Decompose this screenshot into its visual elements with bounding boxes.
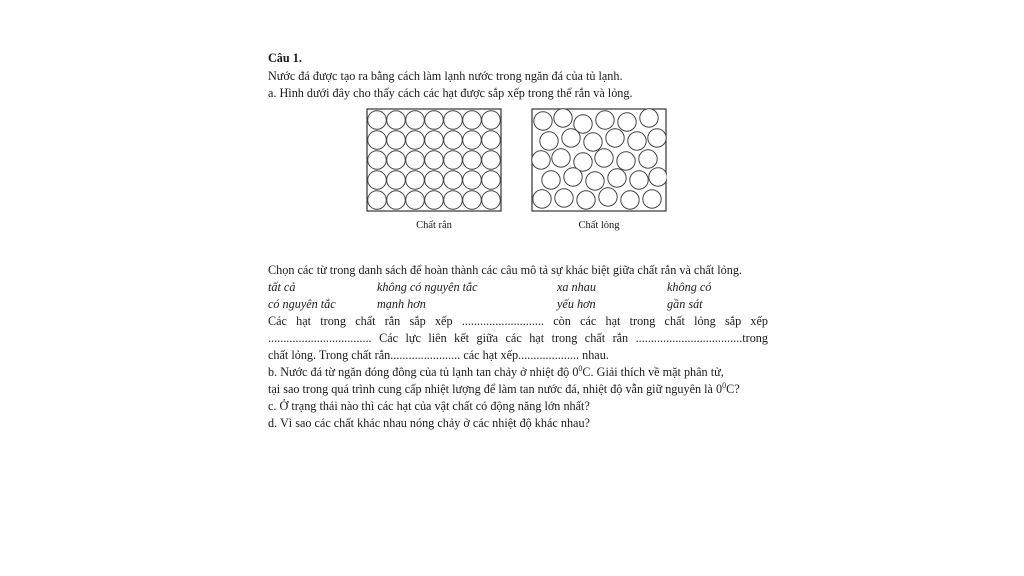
particle: [606, 129, 624, 147]
liquid-particles-diagram: [531, 108, 667, 212]
particle: [425, 191, 444, 210]
particle: [643, 190, 661, 208]
particle: [387, 191, 406, 210]
particle: [368, 151, 387, 170]
word-option: tất cả: [268, 280, 296, 294]
particle: [640, 109, 658, 127]
particle: [584, 133, 602, 151]
particle: [444, 191, 463, 210]
particle: [406, 131, 425, 150]
particle: [368, 111, 387, 130]
fill-text: còn các hạt trong chất lỏng sắp xếp: [553, 314, 769, 328]
particle: [463, 191, 482, 210]
question-intro: Nước đá được tạo ra bằng cách làm lạnh nước trong ngăn đá của tủ lạnh.: [268, 69, 623, 83]
particle: [639, 150, 657, 168]
particle: [599, 188, 617, 206]
part-b-text: b. Nước đá từ ngăn đóng đông của tủ lạnh tan chảy ở nhiệt độ 0: [268, 365, 579, 379]
word-option: không có nguyên tắc: [377, 280, 478, 294]
particle: [482, 111, 501, 130]
particle: [618, 113, 636, 131]
particle: [406, 111, 425, 130]
fill-blank[interactable]: ...................................trong: [635, 331, 768, 345]
particle: [368, 171, 387, 190]
fill-line-2: [268, 330, 768, 347]
particle: [406, 171, 425, 190]
superscript: 0: [722, 380, 727, 390]
particle: [608, 169, 626, 187]
particle: [425, 131, 444, 150]
word-option: yếu hơn: [557, 297, 596, 311]
fill-line-1: [268, 313, 768, 330]
particle: [463, 151, 482, 170]
word-option: có nguyên tắc: [268, 297, 336, 311]
particle: [406, 191, 425, 210]
particle: [533, 190, 551, 208]
particle: [564, 168, 582, 186]
part-a: a. Hình dưới đây cho thấy cách các hạt được sắp xếp trong thể rắn và lỏng.: [268, 86, 633, 100]
particle: [387, 111, 406, 130]
solid-particles-diagram: [366, 108, 502, 212]
particle: [649, 168, 667, 186]
question-title: Câu 1.: [268, 51, 302, 65]
worksheet: [268, 50, 768, 432]
particle: [482, 131, 501, 150]
particle: [444, 151, 463, 170]
particle: [425, 151, 444, 170]
particle: [387, 171, 406, 190]
particle: [648, 129, 666, 147]
particle: [425, 171, 444, 190]
particle: [555, 189, 573, 207]
particle: [463, 131, 482, 150]
particle: [577, 191, 595, 209]
particle: [406, 151, 425, 170]
part-b-text: C. Giải thích về mặt phân tử,: [582, 365, 724, 379]
particle: [534, 112, 552, 130]
instruction: Chọn các từ trong danh sách để hoàn thành các câu mô tả sự khác biệt giữa chất rắn và chất lỏng.: [268, 263, 742, 277]
particle: [562, 129, 580, 147]
part-d: d. Vì sao các chất khác nhau nóng chảy ở các nhiệt độ khác nhau?: [268, 416, 590, 430]
particle: [482, 171, 501, 190]
fill-blank[interactable]: ...........................: [461, 314, 545, 328]
particle: [596, 111, 614, 129]
particle: [617, 152, 635, 170]
particle: [628, 132, 646, 150]
particle: [595, 149, 613, 167]
particle: [630, 171, 648, 189]
particle: [554, 109, 572, 127]
liquid-caption: Chất lỏng: [578, 220, 620, 231]
fill-line-3: chất lỏng. Trong chất rắn....................... các hạt xếp.................... nhau.: [268, 348, 609, 362]
particle: [621, 191, 639, 209]
particle: [586, 172, 604, 190]
solid-figure: [366, 108, 502, 234]
particle: [482, 191, 501, 210]
solid-caption: Chất rắn: [416, 220, 452, 231]
particle: [368, 191, 387, 210]
superscript: 0: [578, 363, 583, 373]
particle-figures: [268, 108, 768, 248]
part-b-text: tại sao trong quá trình cung cấp nhiệt lượng để làm tan nước đá, nhiệt độ vẫn giữ nguyên là 0: [268, 382, 723, 396]
particle: [425, 111, 444, 130]
particle: [444, 131, 463, 150]
part-b-line-2: [268, 381, 768, 398]
fill-text: Các lực liên kết giữa các hạt trong chất rắn: [379, 331, 629, 345]
particle: [542, 171, 560, 189]
particle: [463, 111, 482, 130]
particle: [387, 151, 406, 170]
word-option: không có: [667, 280, 712, 294]
particle: [444, 171, 463, 190]
fill-blank[interactable]: ..................................: [268, 331, 372, 345]
word-bank: [268, 279, 768, 313]
particle: [368, 131, 387, 150]
fill-text: Các hạt trong chất rắn sắp xếp: [268, 314, 453, 328]
part-c: c. Ở trạng thái nào thì các hạt của vật chất có động năng lớn nhất?: [268, 399, 590, 413]
particle: [387, 131, 406, 150]
word-option: gần sát: [667, 297, 703, 311]
word-option: xa nhau: [557, 280, 596, 294]
particle: [463, 171, 482, 190]
part-b-line-1: [268, 364, 768, 381]
particle: [444, 111, 463, 130]
particle: [532, 151, 550, 169]
particle: [540, 132, 558, 150]
liquid-figure: [531, 108, 667, 234]
word-option: mạnh hơn: [377, 297, 426, 311]
part-b-text: C?: [726, 382, 740, 396]
particle: [482, 151, 501, 170]
particle: [552, 149, 570, 167]
